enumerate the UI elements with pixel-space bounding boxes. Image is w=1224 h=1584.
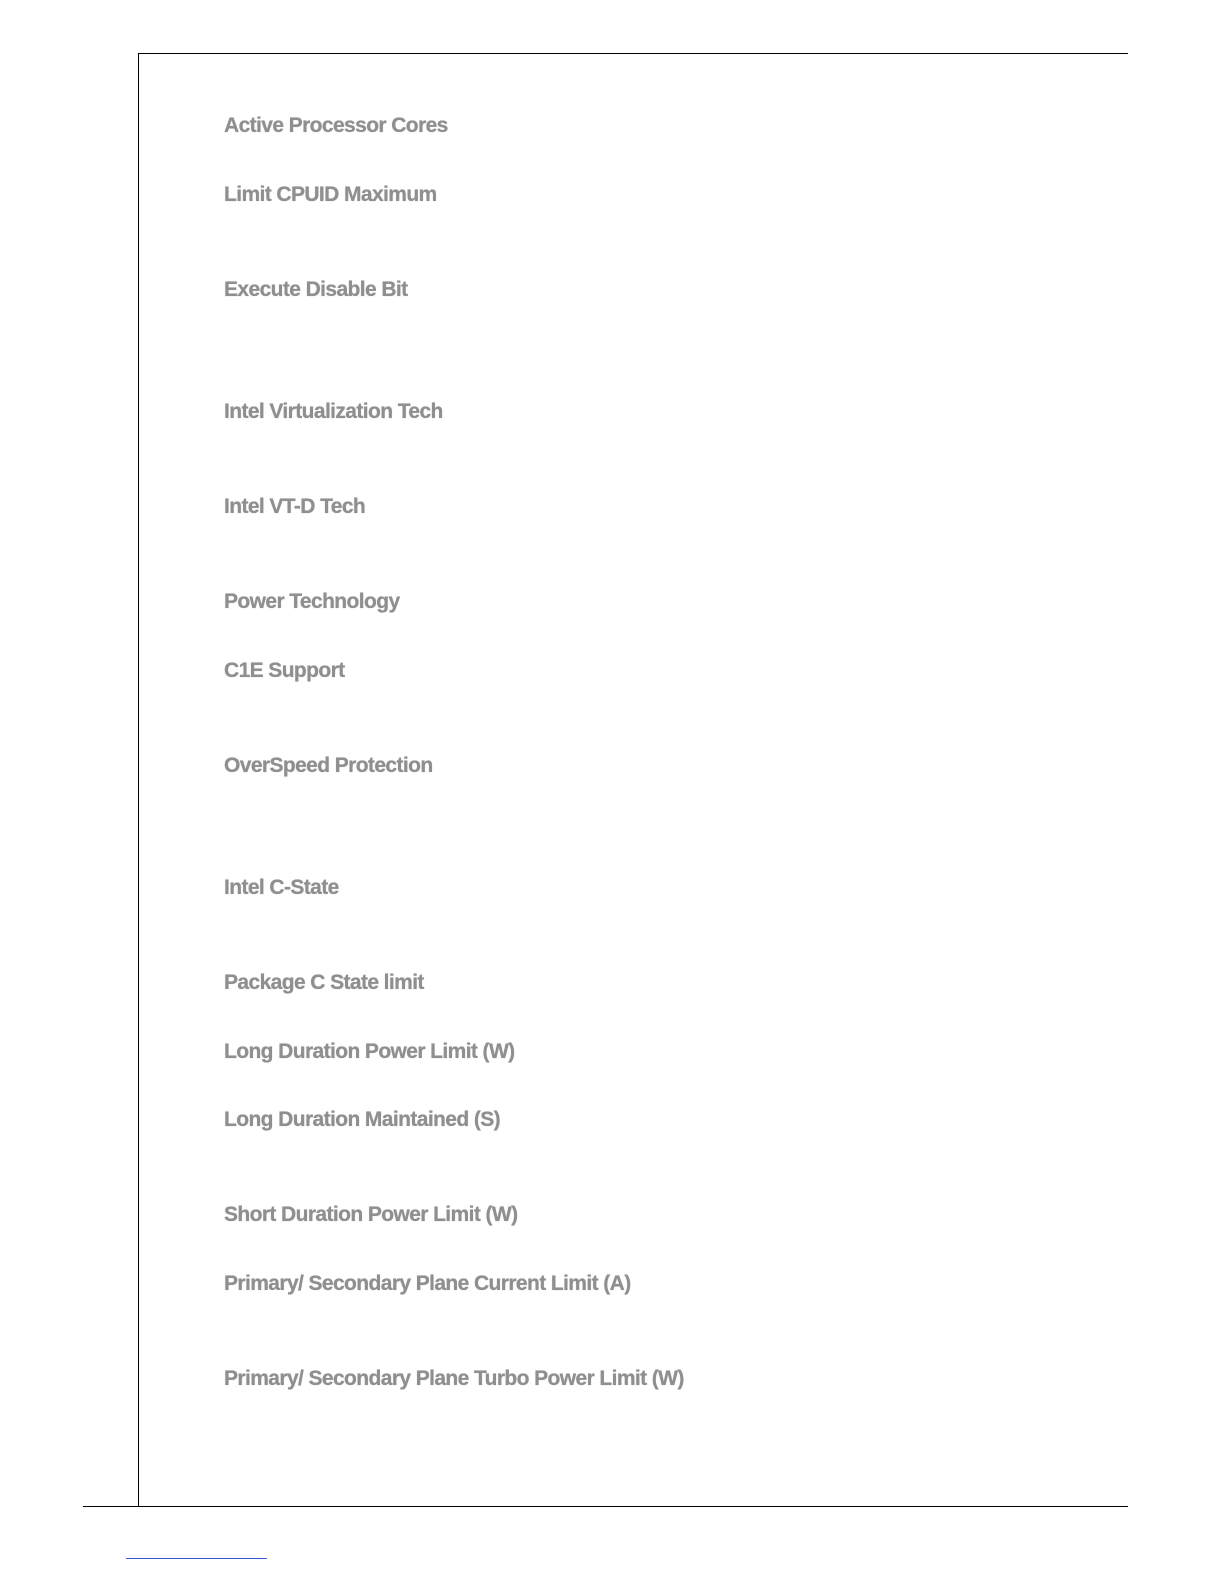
setting-execute-disable-bit: Execute Disable Bit: [224, 278, 408, 301]
setting-plane-turbo-power-limit: Primary/ Secondary Plane Turbo Power Limit (W): [224, 1367, 684, 1390]
page-frame-left-rule: [138, 53, 139, 1507]
setting-overspeed-protection: OverSpeed Protection: [224, 754, 433, 777]
setting-limit-cpuid-maximum: Limit CPUID Maximum: [224, 183, 437, 206]
setting-power-technology: Power Technology: [224, 590, 400, 613]
setting-long-duration-power-limit: Long Duration Power Limit (W): [224, 1040, 515, 1063]
setting-long-duration-maintained: Long Duration Maintained (S): [224, 1108, 501, 1131]
setting-intel-virtualization-tech: Intel Virtualization Tech: [224, 400, 443, 423]
page-frame-top-rule: [138, 53, 1128, 54]
setting-short-duration-power-limit: Short Duration Power Limit (W): [224, 1203, 518, 1226]
setting-intel-vt-d-tech: Intel VT-D Tech: [224, 495, 366, 518]
page-frame-bottom-rule: [83, 1506, 1128, 1507]
setting-c1e-support: C1E Support: [224, 659, 345, 682]
footer-link-underline: [126, 1558, 267, 1559]
setting-active-processor-cores: Active Processor Cores: [224, 114, 448, 137]
setting-intel-c-state: Intel C-State: [224, 876, 339, 899]
setting-package-c-state-limit: Package C State limit: [224, 971, 424, 994]
setting-plane-current-limit: Primary/ Secondary Plane Current Limit (A): [224, 1272, 631, 1295]
